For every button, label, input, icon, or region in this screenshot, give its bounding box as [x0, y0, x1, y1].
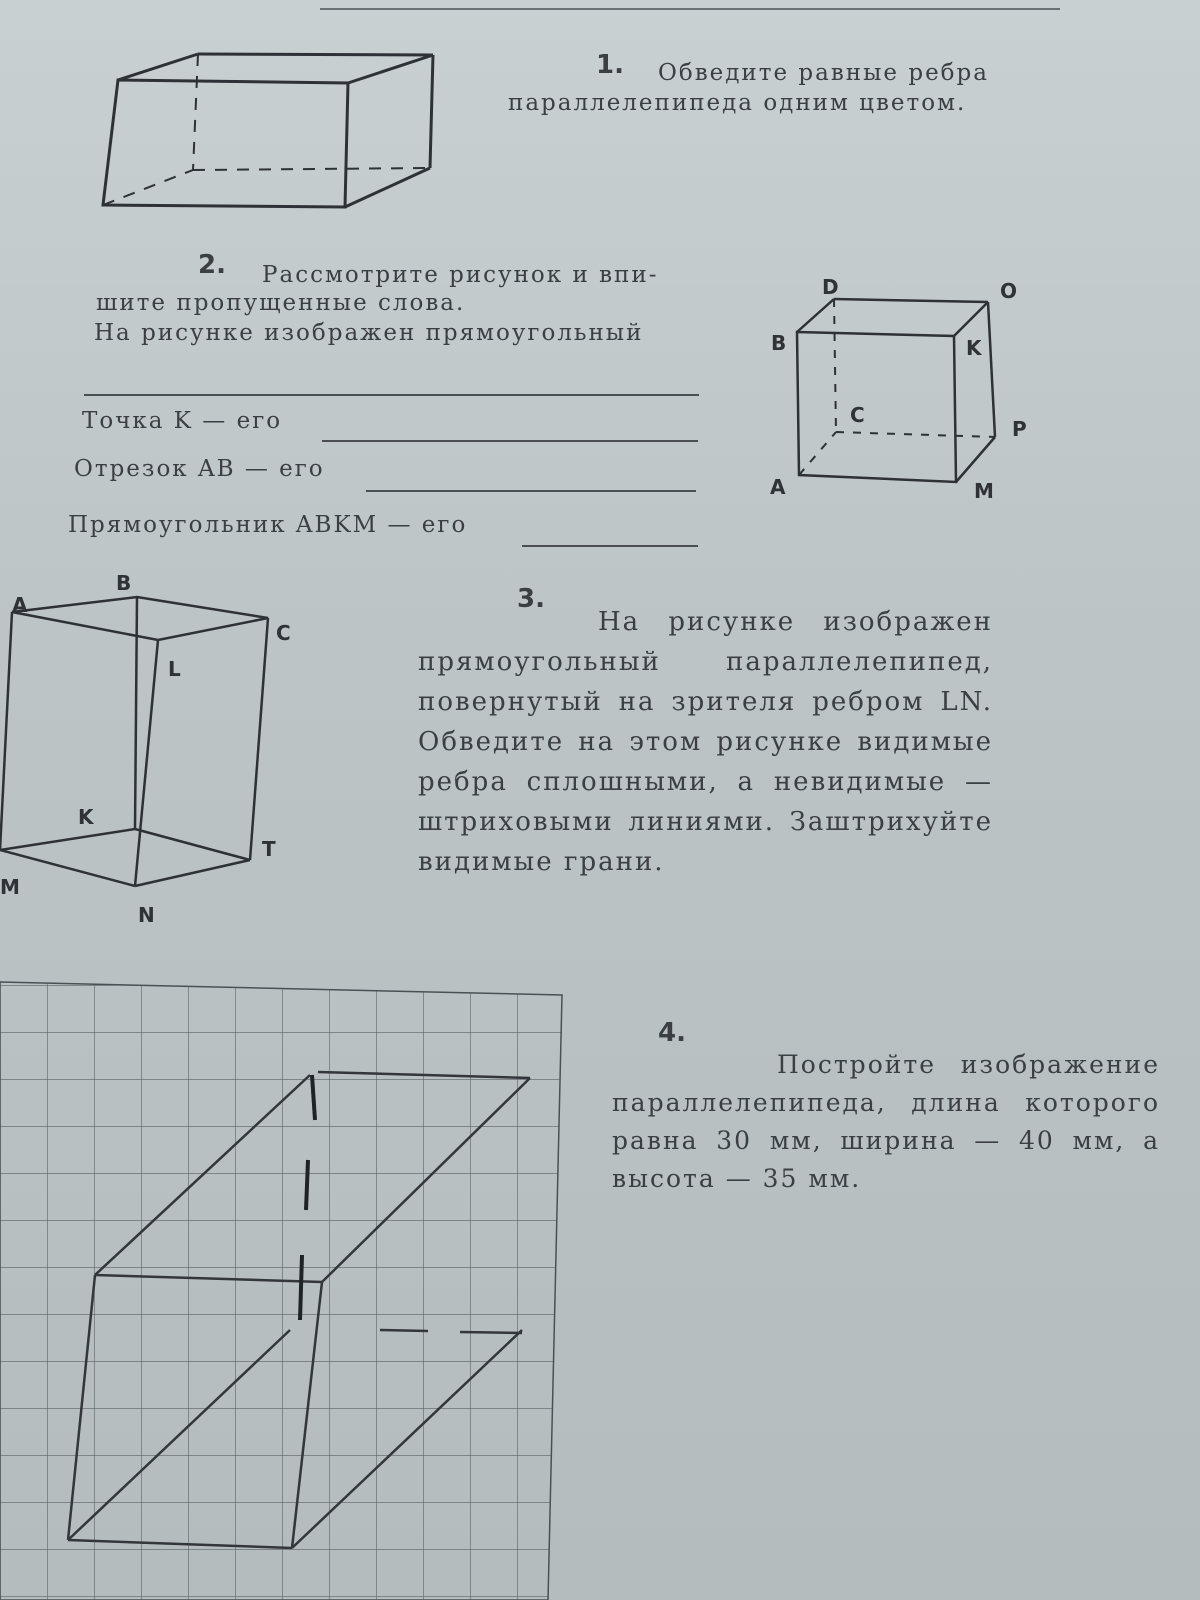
task2-line2: шите пропущенные слова. [96, 290, 466, 316]
task2-label-o: O [1000, 279, 1018, 303]
prompt-segment-ab: Отрезок AB — его [74, 456, 325, 482]
task2-label-p: P [1012, 417, 1027, 441]
prompt-rect-abkm: Прямоугольник ABKM — его [68, 512, 468, 538]
task2-line1: Рассмотрите рисунок и впи- [262, 262, 659, 288]
task2-number: 2. [198, 250, 226, 280]
task3-label-k: K [78, 805, 94, 829]
task3-label-b: B [116, 571, 132, 595]
task2-label-c: C [850, 403, 865, 427]
task2-label-a: A [770, 475, 786, 499]
task3-label-t: T [262, 837, 276, 861]
task3-label-m: M [0, 875, 20, 899]
task1-text-line2: параллелепипеда одним цветом. [508, 90, 967, 116]
task4-text: Постройте изображение параллелепипеда, длина которого равна 30 мм, ширина — 40 мм, а высота — 35 мм. [612, 1050, 1160, 1193]
task2-label-m: M [974, 479, 994, 503]
task2-label-d: D [822, 275, 839, 299]
task3-text: На рисунке изображен прямоугольный параллелепипед, повернутый на зрителя ребром LN. Обведите на этом рисунке видимые ребра сплошными, а невидимые — штриховыми линиями. Заштрихуйте видимые грани. [418, 607, 993, 877]
task4-number: 4. [658, 1018, 686, 1048]
task3-label-c: C [276, 621, 291, 645]
task3-label-l: L [168, 657, 181, 681]
task2-label-b: B [771, 331, 787, 355]
task1-text-line1: Обведите равные ребра [658, 60, 989, 86]
task3-label-n: N [138, 903, 155, 927]
task3-number: 3. [517, 584, 545, 614]
task3-label-a: A [12, 593, 28, 617]
task2-label-k: K [966, 336, 982, 360]
task1-number: 1. [596, 50, 624, 80]
task2-line3: На рисунке изображен прямоугольный [94, 320, 644, 346]
prompt-point-k: Точка K — его [82, 408, 283, 434]
